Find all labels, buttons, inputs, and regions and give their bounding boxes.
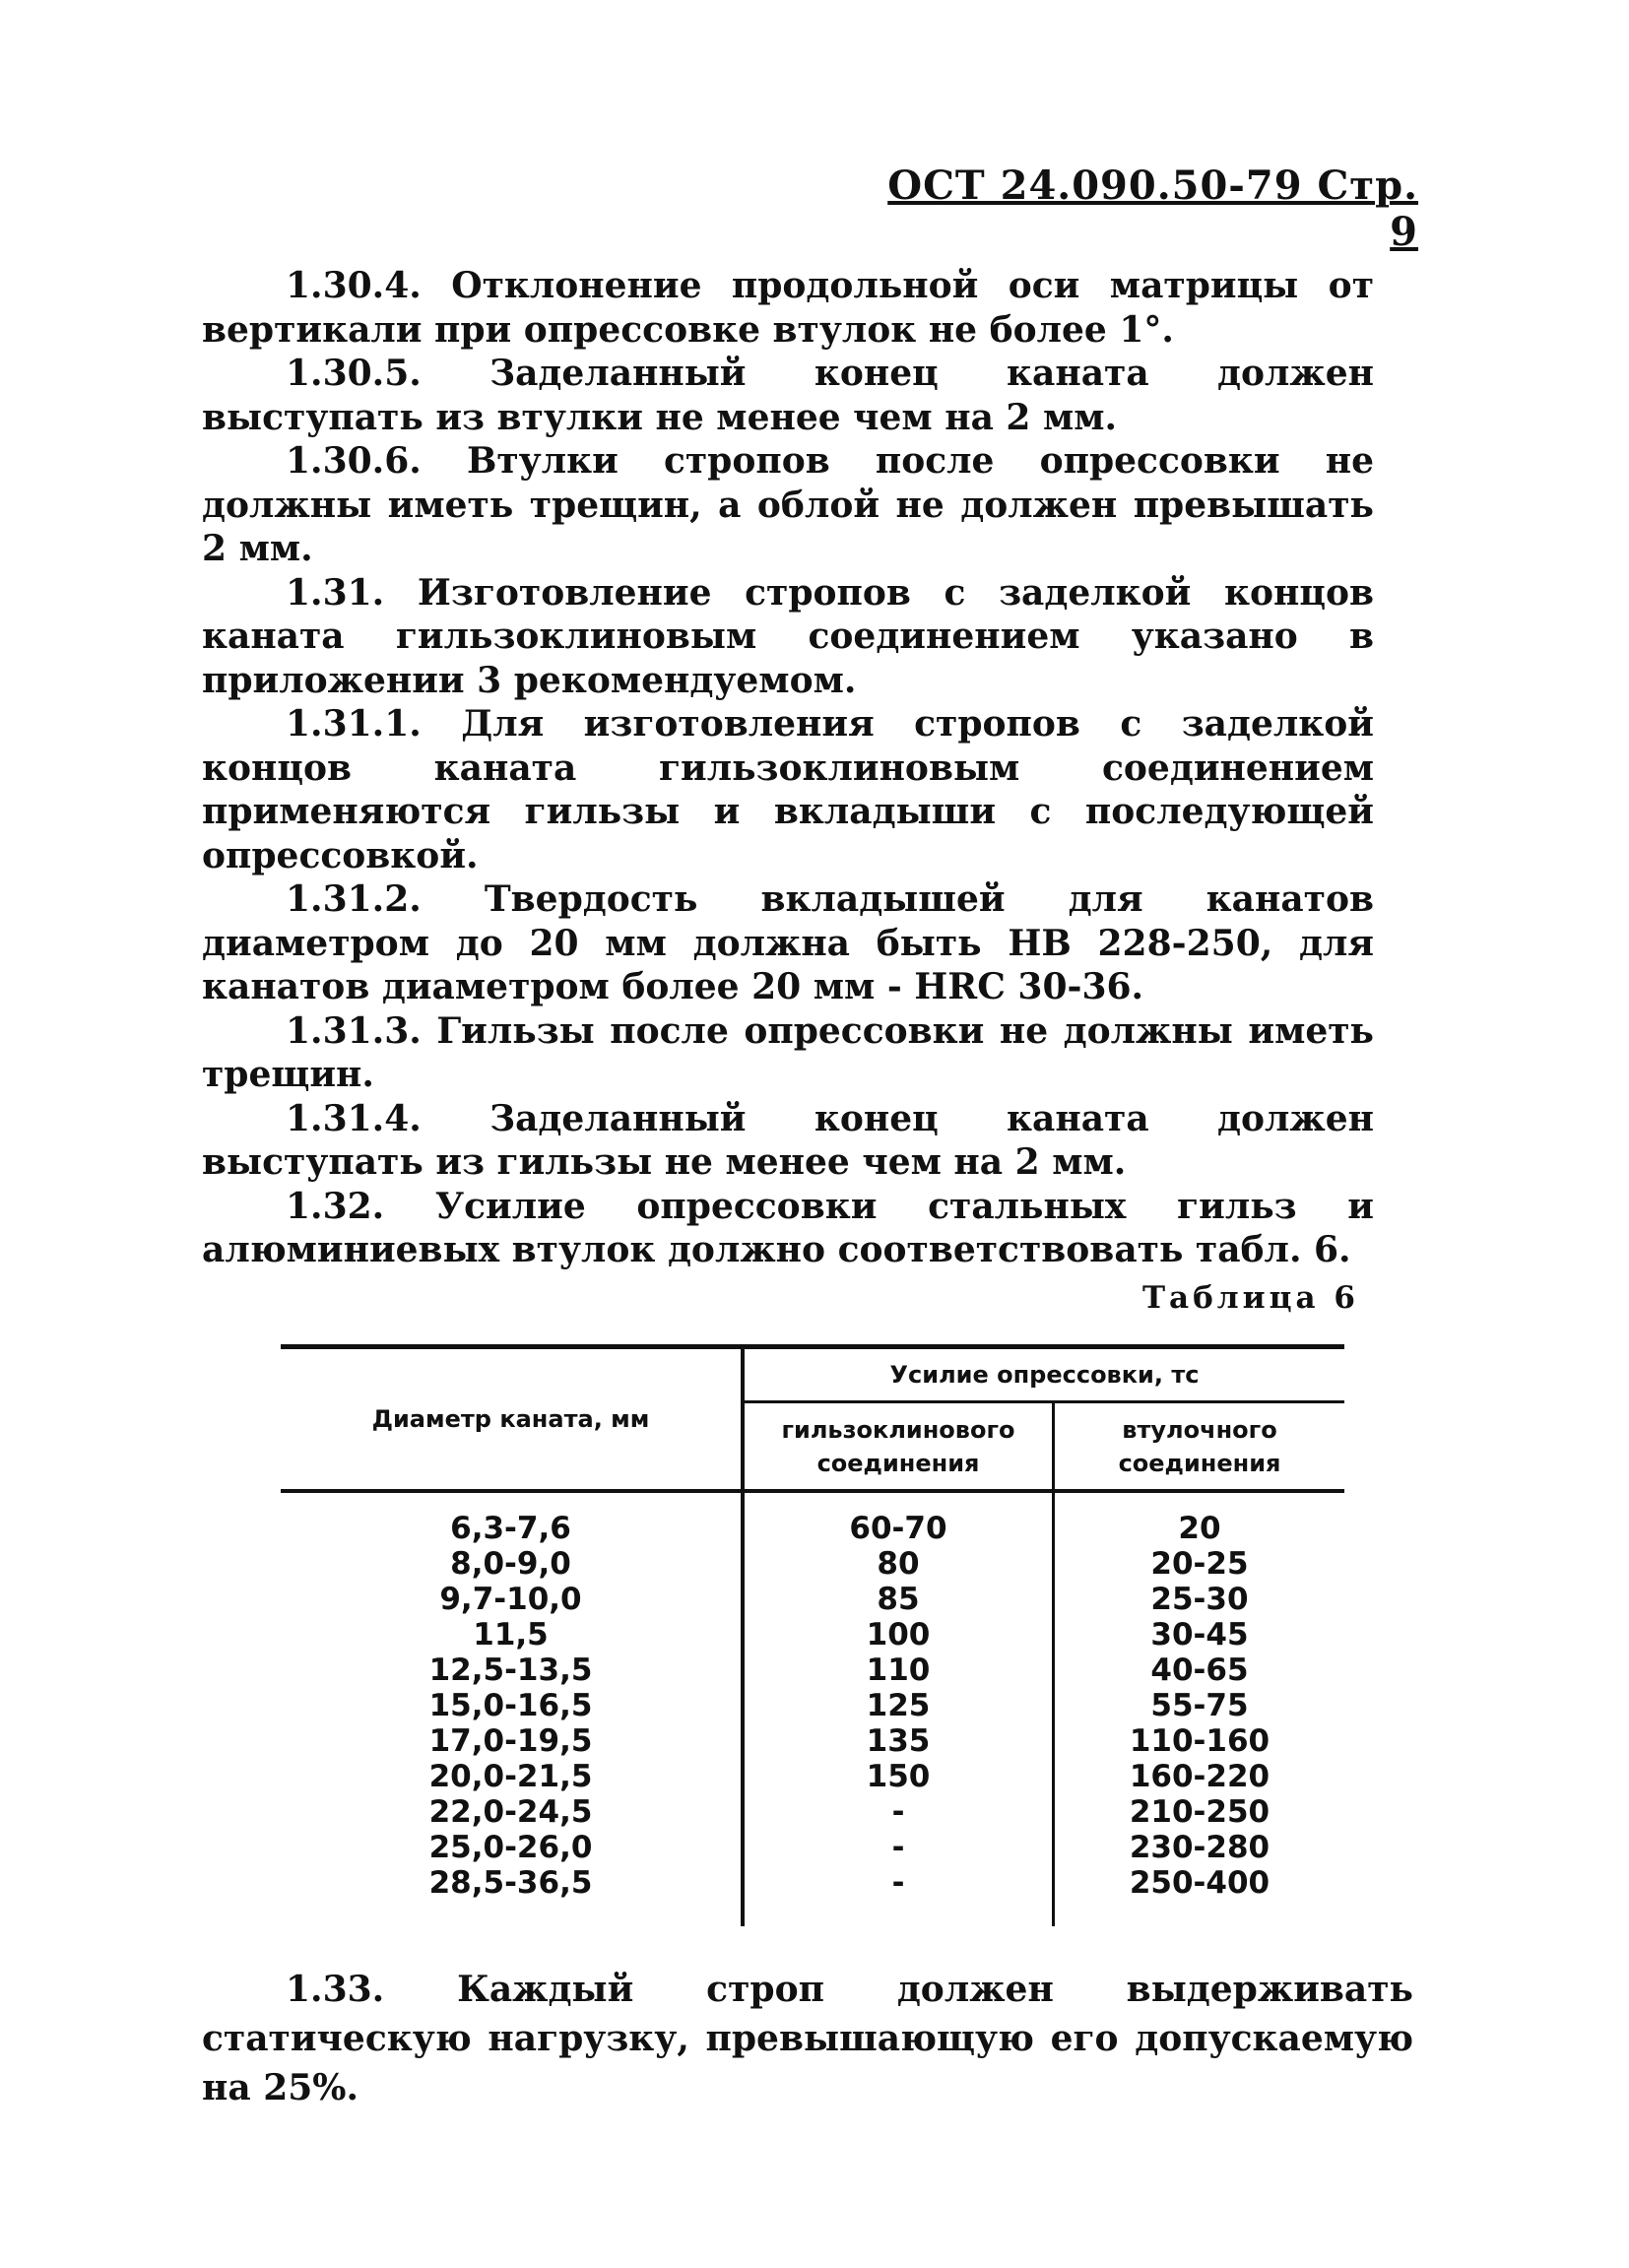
cell-sleeve-wedge-force: 135 (743, 1723, 1054, 1759)
table-row (281, 1491, 1344, 1546)
cell-sleeve-wedge-force: 85 (743, 1582, 1054, 1617)
cell-diameter: 9,7-10,0 (281, 1582, 743, 1617)
cell-diameter: 15,0-16,5 (281, 1688, 743, 1723)
table-row (281, 1688, 1344, 1723)
cell-sleeve-wedge-force: 60-70 (743, 1491, 1054, 1546)
cell-diameter: 8,0-9,0 (281, 1546, 743, 1582)
table-row (281, 1759, 1344, 1794)
cell-bushing-force: 250-400 (1129, 1865, 1271, 1901)
cell-diameter: 28,5-36,5 (281, 1865, 743, 1926)
paragraph-1-30-4: 1.30.4. Отклонение продольной оси матрицы от вертикали при опрессовке втулок не более 1°. (202, 265, 1374, 351)
cell-sleeve-wedge-force: 125 (743, 1688, 1054, 1723)
cell-sleeve-wedge-force: 150 (743, 1759, 1054, 1794)
paragraph-1-31-4: 1.31.4. Заделанный конец каната должен выступать из гильзы не менее чем на 2 мм. (202, 1097, 1374, 1183)
cell-diameter: 20,0-21,5 (281, 1759, 743, 1794)
cell-sleeve-wedge-force: 110 (743, 1652, 1054, 1688)
cell-diameter: 25,0-26,0 (281, 1830, 743, 1865)
body-text (202, 264, 1374, 1272)
cell-sleeve-wedge-force: - (743, 1865, 1054, 1926)
table-row (281, 1582, 1344, 1617)
cell-bushing-force: 230-280 (1129, 1830, 1271, 1865)
after-table-text (202, 1965, 1413, 2112)
cell-bushing-force: 210-250 (1129, 1794, 1271, 1830)
cell-diameter: 22,0-24,5 (281, 1794, 743, 1830)
cell-sleeve-wedge-force: 100 (743, 1617, 1054, 1652)
table-row (281, 1830, 1344, 1865)
paragraph-1-31: 1.31. Изготовление стропов с заделкой концов каната гильзоклиновым соединением указано в приложении 3 рекомендуемом. (202, 571, 1374, 701)
cell-bushing-force: 55-75 (1150, 1688, 1249, 1723)
cell-bushing-force: 25-30 (1150, 1582, 1249, 1617)
table-row (281, 1865, 1344, 1926)
cell-bushing-force: 160-220 (1129, 1759, 1271, 1794)
paragraph-1-31-2: 1.31.2. Твердость вкладышей для канатов диаметром до 20 мм должна быть НВ 228-250, для канатов диаметром более 20 мм - HRC 30-36. (202, 878, 1374, 1007)
cell-bushing-force: 20-25 (1150, 1546, 1249, 1582)
column-header-bushing: втулочного соединения (1054, 1402, 1345, 1492)
cell-bushing-force: 40-65 (1150, 1652, 1249, 1688)
table-row (281, 1652, 1344, 1688)
paragraph-1-30-6: 1.30.6. Втулки стропов после опрессовки не должны иметь трещин, а облой не должен превышать 2 мм. (202, 440, 1374, 569)
paragraph-1-31-3: 1.31.3. Гильзы после опрессовки не должны иметь трещин. (202, 1009, 1374, 1095)
table-row (281, 1794, 1344, 1830)
paragraph-1-33: 1.33. Каждый строп должен выдерживать статическую нагрузку, превышающую его допускаемую на 25%. (202, 1969, 1413, 2108)
column-header-sleeve-wedge: гильзоклинового соединения (743, 1402, 1054, 1492)
cell-bushing-force: 110-160 (1129, 1723, 1271, 1759)
cell-bushing-force: 30-45 (1150, 1617, 1249, 1652)
paragraph-1-31-1: 1.31.1. Для изготовления стропов с заделкой концов каната гильзоклиновым соединением применяются гильзы и вкладыши с последующей опрессовкой. (202, 703, 1374, 876)
table-caption: Таблица 6 (1141, 1280, 1359, 1316)
cell-diameter: 12,5-13,5 (281, 1652, 743, 1688)
cell-bushing-force: 20 (1178, 1511, 1221, 1546)
paragraph-1-32: 1.32. Усилие опрессовки стальных гильз и алюминиевых втулок должно соответствовать табл. 6. (202, 1185, 1374, 1270)
cell-sleeve-wedge-force: - (743, 1830, 1054, 1865)
cell-diameter: 11,5 (281, 1617, 743, 1652)
column-header-pressing-force: Усилие опрессовки, тс (743, 1347, 1344, 1402)
table-row (281, 1546, 1344, 1582)
cell-sleeve-wedge-force: 80 (743, 1546, 1054, 1582)
column-header-diameter: Диаметр каната, мм (281, 1347, 743, 1492)
cell-diameter: 6,3-7,6 (281, 1491, 743, 1546)
document-header: ОСТ 24.090.50-79 Стр. 9 (887, 162, 1418, 255)
cell-sleeve-wedge-force: - (743, 1794, 1054, 1830)
table-row (281, 1617, 1344, 1652)
table-row (281, 1723, 1344, 1759)
paragraph-1-30-5: 1.30.5. Заделанный конец каната должен выступать из втулки не менее чем на 2 мм. (202, 353, 1374, 438)
cell-diameter: 17,0-19,5 (281, 1723, 743, 1759)
pressing-force-table (281, 1344, 1344, 1926)
